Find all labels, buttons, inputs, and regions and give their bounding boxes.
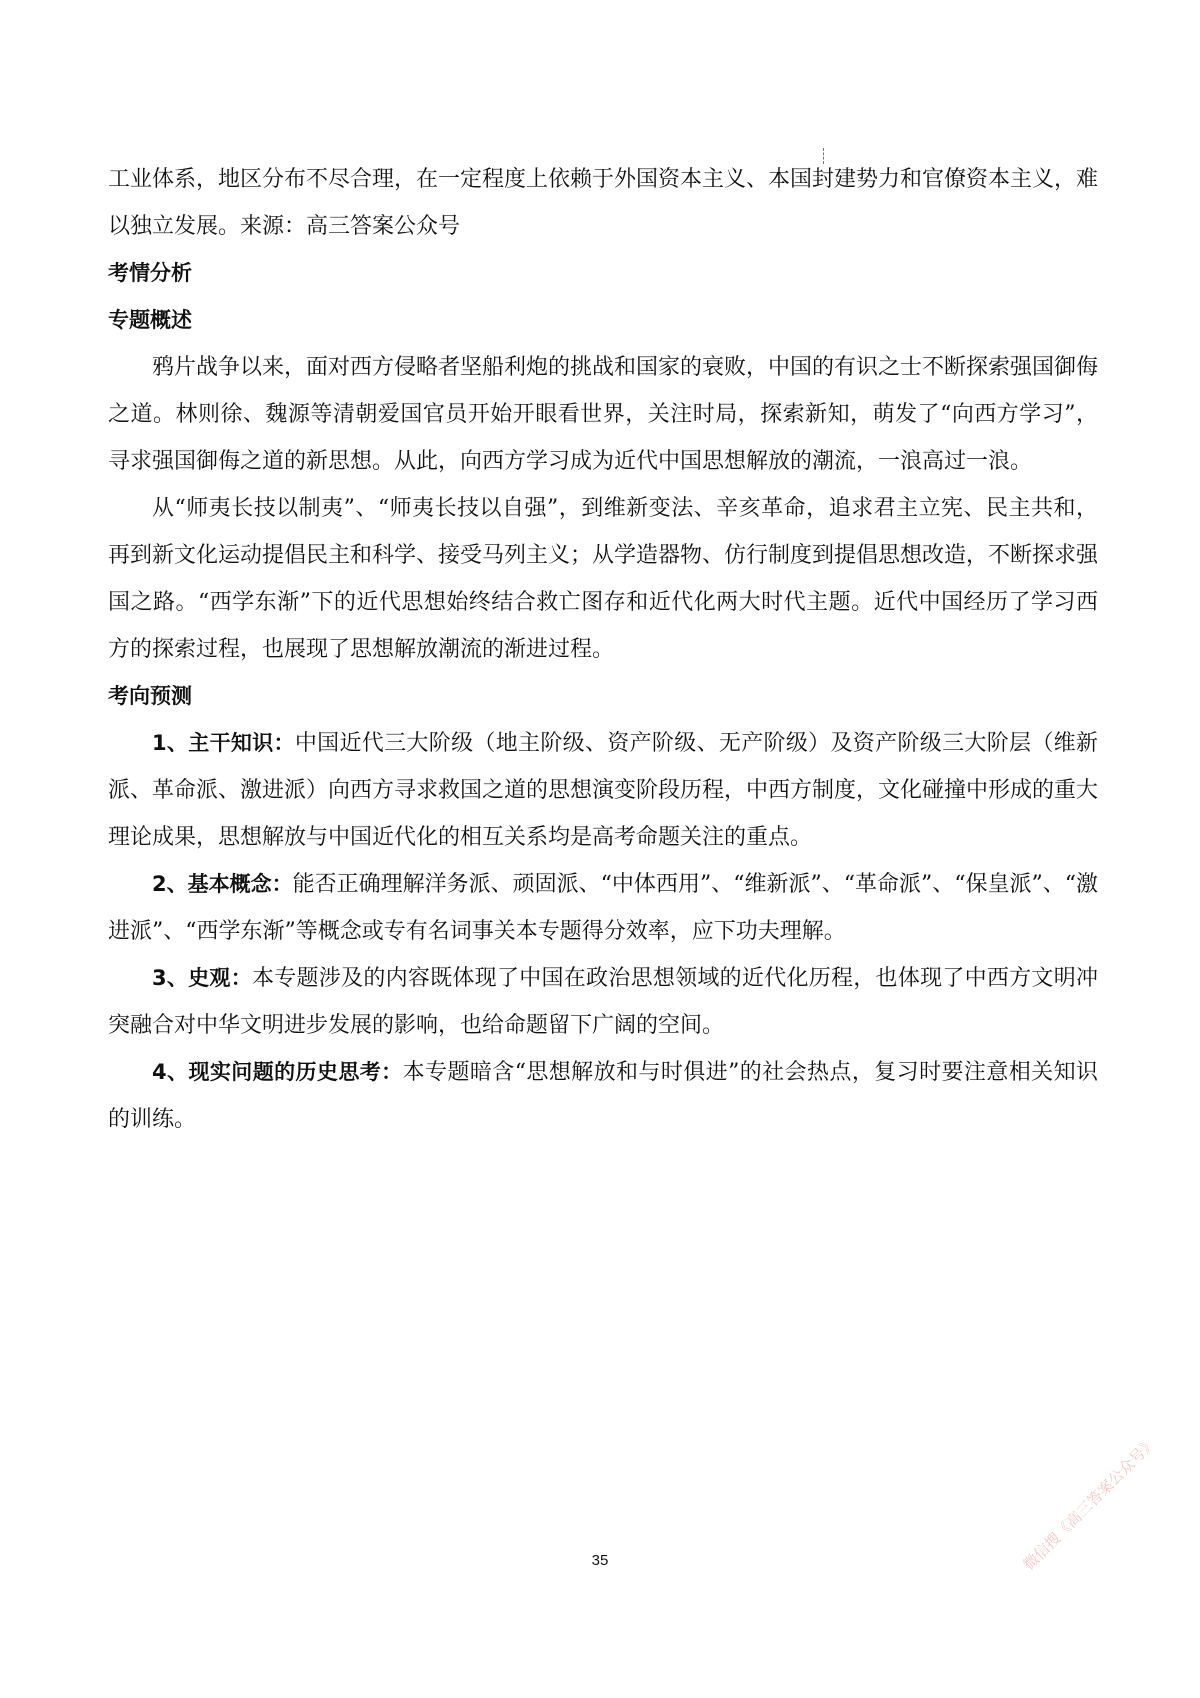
forecast-item-2-text: 能否正确理解洋务派、顽固派、“中体西用”、“维新派”、“革命派”、“保皇派”、“激进派”、“西学东渐”等概念或专有名词事关本专题得分效率，应下功夫理解。: [108, 872, 1098, 944]
forecast-item-1-lead: 1、主干知识：: [152, 731, 295, 755]
continuation-paragraph: 工业体系，地区分布不尽合理，在一定程度上依赖于外国资本主义、本国封建势力和官僚资本主义，难以独立发展。来源：高三答案公众号: [108, 167, 1099, 239]
forecast-item-3-lead: 3、史观：: [152, 966, 252, 990]
page-content: [108, 156, 1098, 1143]
forecast-item-4: [108, 1049, 1098, 1143]
heading-analysis: 考情分析: [108, 261, 192, 285]
forecast-item-2-lead: 2、基本概念：: [152, 872, 293, 896]
watermark: 微信搜《高三答案公众号》: [1019, 1433, 1160, 1574]
forecast-item-3-text: 本专题涉及的内容既体现了中国在政治思想领域的近代化历程，也体现了中西方文明冲突融合对中华文明进步发展的影响，也给命题留下广阔的空间。: [108, 966, 1098, 1038]
forecast-item-4-text: 本专题暗含“思想解放和与时俱进”的社会热点，复习时要注意相关知识的训练。: [108, 1060, 1098, 1132]
page-number: 35: [591, 1552, 609, 1569]
overview-paragraph-2: 从“师夷长技以制夷”、“师夷长技以自强”，到维新变法、辛亥革命，追求君主立宪、民主共和，再到新文化运动提倡民主和科学、接受马列主义；从学造器物、仿行制度到提倡思想改造，不断探求强国之路。“西学东渐”下的近代思想始终结合救亡图存和近代化两大时代主题。近代中国经历了学习西方的探索过程，也展现了思想解放潮流的渐进过程。: [108, 496, 1099, 662]
forecast-item-2: [108, 861, 1098, 955]
forecast-item-1-text: 中国近代三大阶级（地主阶级、资产阶级、无产阶级）及资产阶级三大阶层（维新派、革命派、激进派）向西方寻求救国之道的思想演变阶段历程，中西方制度，文化碰撞中形成的重大理论成果，思想解放与中国近代化的相互关系均是高考命题关注的重点。: [108, 731, 1099, 850]
overview-paragraph-1: 鸦片战争以来，面对西方侵略者坚船利炮的挑战和国家的衰败，中国的有识之士不断探索强国御侮之道。林则徐、魏源等清朝爱国官员开始开眼看世界，关注时局，探索新知，萌发了“向西方学习”，寻求强国御侮之道的新思想。从此，向西方学习成为近代中国思想解放的潮流，一浪高过一浪。: [108, 355, 1099, 474]
forecast-item-3: [108, 955, 1098, 1049]
forecast-item-1: [108, 720, 1098, 861]
forecast-item-4-lead: 4、现实问题的历史思考：: [152, 1060, 403, 1084]
heading-forecast: 考向预测: [108, 684, 192, 708]
heading-overview: 专题概述: [108, 308, 192, 332]
